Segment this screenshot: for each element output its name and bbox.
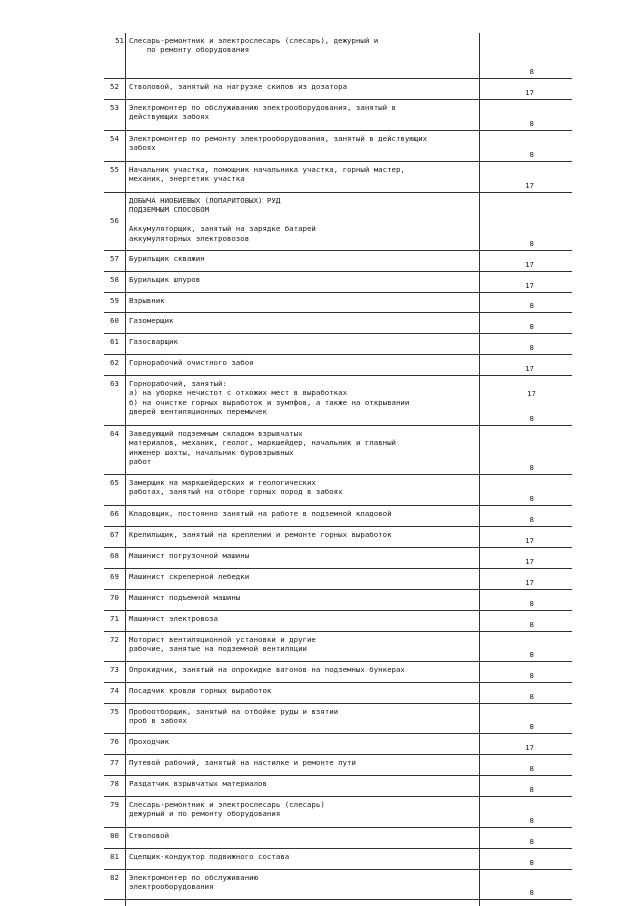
row-value: 8 xyxy=(529,887,534,897)
table-row xyxy=(104,590,572,611)
table-row xyxy=(104,251,572,272)
table-row xyxy=(104,313,572,334)
row-number: 57 xyxy=(104,251,126,271)
row-value-cell xyxy=(480,569,572,589)
row-number: 51 xyxy=(104,33,126,78)
row-description: Пробоотборщик, занятый на отбойке руды и взятии проб в забоях xyxy=(126,704,480,733)
row-value: 8 xyxy=(529,836,534,846)
row-value: 8 xyxy=(529,691,534,701)
row-value: 8 xyxy=(529,342,534,352)
row-description: Моторист вентиляционной установки и другие рабочие, занятые на подземной вентиляции xyxy=(126,632,480,661)
row-description: Заведующий подземным складом взрывчатых материалов, механик, геолог, маркшейдер, начальник и главный инженер шахты, начальник буровзрывных работ xyxy=(126,426,480,474)
row-number: 59 xyxy=(104,293,126,312)
row-value-cell xyxy=(480,426,572,474)
row-value-cell xyxy=(480,334,572,354)
table-row xyxy=(104,131,572,162)
row-number: 61 xyxy=(104,334,126,354)
row-description: Стволовой, занятый на нагрузке скипов из дозатора xyxy=(126,79,480,99)
row-description: Крепильщик, занятый на креплении и ремонте горных выработок xyxy=(126,527,480,547)
row-description: Машинист электровоза xyxy=(126,611,480,631)
row-description: Машинист скреперной лебедки xyxy=(126,569,480,589)
row-description: Газосварщик xyxy=(126,334,480,354)
row-value-cell xyxy=(480,755,572,775)
row-description: Опрокидчик, занятый на опрокидке вагонов на подземных бункерах xyxy=(126,662,480,682)
table-row xyxy=(104,870,572,900)
row-value: 8 xyxy=(529,784,534,794)
table-row xyxy=(104,334,572,355)
row-value: 8 xyxy=(529,493,534,503)
row-value: 17 xyxy=(525,556,534,566)
row-number: 67 xyxy=(104,527,126,547)
table-row xyxy=(104,776,572,797)
row-description: Посадчик кровли горных выработок xyxy=(126,683,480,703)
row-value-cell xyxy=(480,662,572,682)
table-row xyxy=(104,193,572,251)
row-value: 8 xyxy=(529,514,534,524)
table-row xyxy=(104,272,572,293)
table-row xyxy=(104,475,572,506)
row-value: 8 xyxy=(529,462,534,472)
row-description: Электромонтер по обслуживанию электрооборудования xyxy=(126,870,480,899)
row-description: Бурильщик шпуров xyxy=(126,272,480,292)
row-description: ДОБЫЧА НИОБИЕВЫХ (ЛОПАРИТОВЫХ) РУД ПОДЗЕМНЫМ СПОСОБОМ Аккумуляторщик, занятый на зарядке батарей аккумуляторных электровозов xyxy=(126,193,480,250)
row-value: 8 xyxy=(529,66,534,76)
row-number: 74 xyxy=(104,683,126,703)
row-description: Электромонтер по ремонту электрооборудования, занятый в действующих забоях xyxy=(126,131,480,161)
table-continuation xyxy=(104,900,572,906)
table-row xyxy=(104,632,572,662)
row-value-cell xyxy=(480,590,572,610)
row-number: 66 xyxy=(104,506,126,526)
row-number: 52 xyxy=(104,79,126,99)
row-description: Взрывник xyxy=(126,293,480,312)
row-description: Горнорабочий, занятый: а) на уборке нечистот с отхожих мест в выработках б) на очистке горных выработок и зумпфов, а также на открывании дверей вентиляционных перемычек xyxy=(126,376,480,425)
row-value-cell xyxy=(480,548,572,568)
table-row xyxy=(104,662,572,683)
row-value: 8 xyxy=(529,857,534,867)
table-row xyxy=(104,828,572,849)
row-value: 8 xyxy=(529,321,534,331)
row-value-cell xyxy=(480,475,572,505)
row-number: 65 xyxy=(104,475,126,505)
table-row xyxy=(104,293,572,313)
row-value-cell xyxy=(480,704,572,733)
row-number: 79 xyxy=(104,797,126,827)
table-row xyxy=(104,162,572,193)
row-description: Сцепщик-кондуктор подвижного состава xyxy=(126,849,480,869)
row-description: Кладовщик, постоянно занятый на работе в подземной кладовой xyxy=(126,506,480,526)
table-row xyxy=(104,100,572,131)
row-value-cell xyxy=(480,611,572,631)
row-value: 17 xyxy=(525,535,534,545)
row-value: 8 xyxy=(529,149,534,159)
row-description: Слесарь-ремонтник и электрослесарь (слесарь) дежурный и по ремонту оборудования xyxy=(126,797,480,827)
table-row xyxy=(104,611,572,632)
row-description: Начальник участка, помощник начальника участка, горный мастер, механик, энергетик участка xyxy=(126,162,480,192)
table-row xyxy=(104,548,572,569)
row-number: 60 xyxy=(104,313,126,333)
row-description: Газомерщик xyxy=(126,313,480,333)
row-value-cell xyxy=(480,313,572,333)
row-value: 8 xyxy=(529,721,534,731)
table-row xyxy=(104,755,572,776)
row-description: Бурильщик скважин xyxy=(126,251,480,271)
row-description: Горнорабочий очистного забоя xyxy=(126,355,480,375)
row-number: 71 xyxy=(104,611,126,631)
row-description: Проходчик xyxy=(126,734,480,754)
row-value: 8 xyxy=(529,619,534,629)
row-value-cell xyxy=(480,293,572,312)
row-value-cell xyxy=(480,272,572,292)
row-number: 53 xyxy=(104,100,126,130)
table-row xyxy=(104,734,572,755)
row-value: 17 xyxy=(525,363,534,373)
row-value: 8 xyxy=(529,118,534,128)
row-value-cell xyxy=(480,33,572,78)
row-value: 17 xyxy=(525,259,534,269)
table-row xyxy=(104,797,572,828)
row-value-cell xyxy=(480,193,572,250)
row-number: 73 xyxy=(104,662,126,682)
row-number: 54 xyxy=(104,131,126,161)
table-row xyxy=(104,376,572,426)
row-number: 68 xyxy=(104,548,126,568)
row-value-cell xyxy=(480,828,572,848)
row-number: 69 xyxy=(104,569,126,589)
row-value-cell xyxy=(480,131,572,161)
row-value: 8 xyxy=(529,815,534,825)
row-number: 63 xyxy=(104,376,126,425)
row-value-cell xyxy=(480,355,572,375)
row-description: Путевой рабочий, занятый на настилке и ремонте пути xyxy=(126,755,480,775)
row-value-cell xyxy=(480,527,572,547)
row-description: Раздатчик взрывчатых материалов xyxy=(126,776,480,796)
row-value: 8 xyxy=(529,598,534,608)
row-value-cell xyxy=(480,776,572,796)
table-row xyxy=(104,426,572,475)
table-row xyxy=(104,506,572,527)
row-value: 8 xyxy=(529,763,534,773)
row-description: Машинист погрузочной машины xyxy=(126,548,480,568)
row-number: 64 xyxy=(104,426,126,474)
row-value-cell xyxy=(480,162,572,192)
row-value-cell xyxy=(480,79,572,99)
row-value-cell xyxy=(480,506,572,526)
row-value: 17 xyxy=(527,389,536,398)
row-number: 56 xyxy=(104,193,126,250)
table-row xyxy=(104,569,572,590)
document-table xyxy=(104,33,572,906)
row-number: 62 xyxy=(104,355,126,375)
row-number: 76 xyxy=(104,734,126,754)
row-number: 72 xyxy=(104,632,126,661)
row-value: 17 xyxy=(525,577,534,587)
row-value: 17 xyxy=(525,280,534,290)
row-number: 82 xyxy=(104,870,126,899)
table-row xyxy=(104,79,572,100)
row-number: 75 xyxy=(104,704,126,733)
row-description: Замерщик на маркшейдерских и геологических работах, занятый на отборе горных пород в забоях xyxy=(126,475,480,505)
row-value-cell xyxy=(480,683,572,703)
row-value-cell xyxy=(480,797,572,827)
row-value: 8 xyxy=(529,238,534,248)
table-row xyxy=(104,683,572,704)
row-value: 17 xyxy=(525,180,534,190)
row-value-cell xyxy=(480,849,572,869)
row-value-cell xyxy=(480,734,572,754)
row-description: Стволовой xyxy=(126,828,480,848)
table-row xyxy=(104,355,572,376)
table-row xyxy=(104,527,572,548)
row-number: 80 xyxy=(104,828,126,848)
row-value: 17 xyxy=(525,87,534,97)
row-value-cell xyxy=(480,632,572,661)
row-number: 81 xyxy=(104,849,126,869)
row-description: Электромонтер по обслуживанию электрооборудования, занятый в действующих забоях xyxy=(126,100,480,130)
row-value: 8 xyxy=(529,649,534,659)
row-number: 77 xyxy=(104,755,126,775)
row-value-secondary: 8 xyxy=(529,413,534,423)
table-row xyxy=(104,849,572,870)
row-value-cell xyxy=(480,376,572,425)
row-value-cell xyxy=(480,100,572,130)
row-value: 17 xyxy=(525,742,534,752)
row-value-cell xyxy=(480,870,572,899)
row-number: 70 xyxy=(104,590,126,610)
row-number: 58 xyxy=(104,272,126,292)
row-value: 8 xyxy=(529,670,534,680)
row-number: 78 xyxy=(104,776,126,796)
row-value-cell xyxy=(480,251,572,271)
row-description: Слесарь-ремонтник и электрослесарь (слесарь), дежурный и по ремонту оборудования xyxy=(126,33,480,78)
row-description: Машинист подъемной машины xyxy=(126,590,480,610)
row-value: 8 xyxy=(529,300,534,310)
row-number: 55 xyxy=(104,162,126,192)
table-row xyxy=(104,33,572,79)
table-row xyxy=(104,704,572,734)
